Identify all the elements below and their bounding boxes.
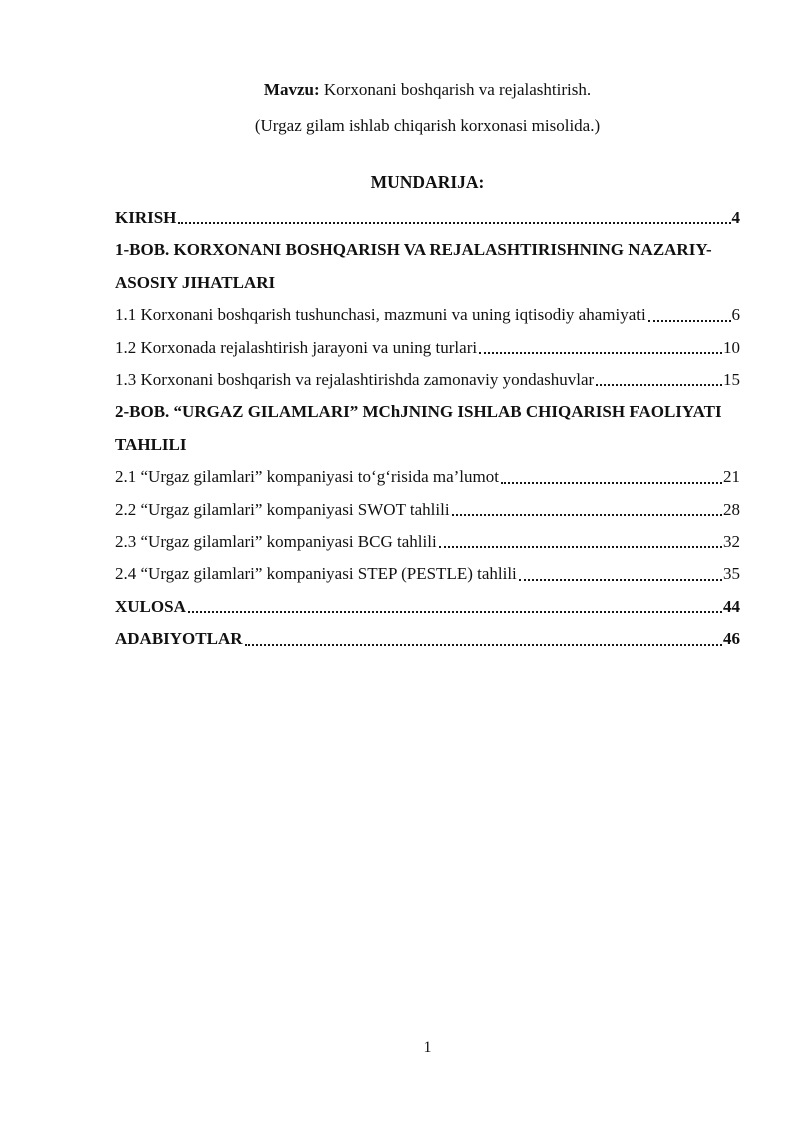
toc-entry-label: 2.3 “Urgaz gilamlari” kompaniyasi BCG tahlili — [115, 532, 437, 552]
document-title — [115, 72, 740, 144]
title-subtitle: (Urgaz gilam ishlab chiqarish korxonasi misolida.) — [254, 116, 601, 135]
toc-entry-1-1 — [115, 299, 740, 331]
title-text: Korxonani boshqarish va rejalashtirish. — [319, 80, 592, 99]
toc-entry-page: 35 — [723, 564, 740, 584]
toc-entry-label: XULOSA — [115, 596, 186, 616]
toc-heading: MUNDARIJA: — [370, 172, 485, 192]
toc-entry-2-4 — [115, 558, 740, 590]
toc-entry-xulosa — [115, 591, 740, 623]
toc-entry-label: ADABIYOTLAR — [115, 629, 243, 649]
table-of-contents — [115, 202, 740, 656]
toc-entry-label: KIRISH — [115, 208, 177, 227]
title-lead-word: Mavzu: — [263, 80, 320, 99]
toc-entry-chapter-2: 2-BOB. “URGAZ GILAMLARI” MChJNING ISHLAB CHIQARISH FAOLIYATI TAHLILI — [115, 402, 722, 454]
dot-leader — [646, 299, 732, 331]
toc-entry-label: 2.4 “Urgaz gilamlari” kompaniyasi STEP (PESTLE) tahlili — [115, 564, 517, 584]
toc-entry-2-1 — [115, 461, 740, 493]
dot-leader — [243, 623, 723, 655]
toc-entry-2-2 — [115, 494, 740, 526]
dot-leader — [594, 364, 723, 396]
toc-entry-page: 44 — [723, 596, 740, 616]
toc-entry-adabiyotlar — [115, 623, 740, 655]
toc-entry-kirish — [115, 202, 740, 234]
toc-entry-page: 32 — [723, 532, 740, 552]
toc-entry-label: 1.3 Korxonani boshqarish va rejalashtirishda zamonaviy yondashuvlar — [115, 370, 595, 390]
dot-leader — [176, 202, 731, 234]
toc-entry-page: 15 — [723, 370, 740, 390]
toc-entry-page: 28 — [723, 499, 740, 519]
toc-entry-1-3 — [115, 364, 740, 396]
toc-entry-label: 1.2 Korxonada rejalashtirish jarayoni va uning turlari — [115, 337, 478, 357]
toc-entry-page: 10 — [723, 337, 740, 357]
toc-entry-label: 2.1 “Urgaz gilamlari” kompaniyasi to‘g‘risida ma’lumot — [115, 467, 499, 487]
toc-entry-page: 21 — [723, 467, 740, 487]
page-number: 1 — [423, 1039, 432, 1056]
toc-entry-label: 1.1 Korxonani boshqarish tushunchasi, mazmuni va uning iqtisodiy ahamiyati — [115, 305, 646, 325]
toc-entry-page: 4 — [731, 208, 740, 227]
toc-entry-chapter-1: 1-BOB. KORXONANI BOSHQARISH VA REJALASHTIRISHNING NAZARIY-ASOSIY JIHATLARI — [115, 240, 712, 292]
dot-leader — [517, 558, 723, 590]
dot-leader — [186, 591, 723, 623]
toc-entry-2-3 — [115, 526, 740, 558]
dot-leader — [450, 494, 723, 526]
toc-entry-page: 6 — [731, 305, 740, 325]
dot-leader — [477, 332, 723, 364]
dot-leader — [437, 526, 723, 558]
toc-entry-label: 2.2 “Urgaz gilamlari” kompaniyasi SWOT tahlili — [115, 499, 450, 519]
toc-entry-page: 46 — [723, 629, 740, 649]
toc-entry-1-2 — [115, 332, 740, 364]
dot-leader — [499, 461, 723, 493]
